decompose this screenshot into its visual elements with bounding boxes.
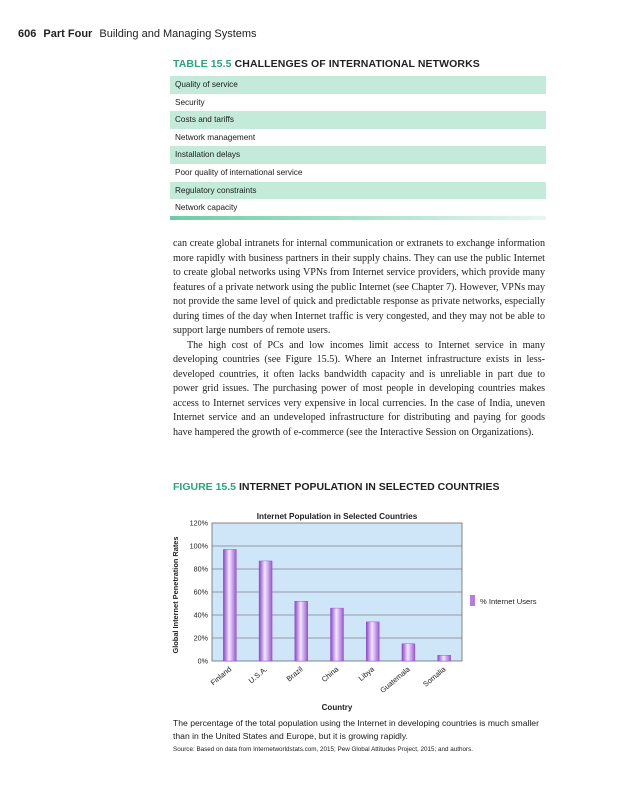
y-tick-label: 40%	[193, 610, 208, 620]
x-tick-label: Finland	[208, 664, 234, 688]
bar	[402, 644, 415, 661]
bar	[366, 622, 379, 661]
table-title-text: CHALLENGES OF INTERNATIONAL NETWORKS	[234, 58, 480, 70]
table-bottom-rule	[170, 216, 546, 220]
table-row: Network management	[175, 132, 256, 142]
y-tick-label: 0%	[197, 656, 208, 666]
figure-title	[173, 481, 500, 493]
legend-label: % Internet Users	[480, 597, 537, 606]
legend-swatch	[470, 595, 475, 606]
x-tick-label: Libya	[356, 664, 376, 683]
table-row: Installation delays	[170, 146, 546, 164]
x-tick-label: Guatemala	[378, 664, 412, 695]
figure-source: Source: Based on data from Internetworldstats.com, 2015; Pew Global Attitudes Project, 2015; and authors.	[173, 746, 473, 753]
chart-title: Internet Population in Selected Countries	[256, 512, 418, 521]
y-tick-label: 120%	[189, 518, 208, 528]
y-tick-label: 20%	[193, 633, 208, 643]
y-axis-label: Global Internet Penetration Rates	[171, 536, 180, 654]
table-title	[173, 58, 480, 70]
internet-population-chart	[168, 503, 558, 715]
bar	[331, 608, 344, 661]
bar	[223, 549, 236, 661]
body-paragraph-1: can create global intranets for internal communication or extranets to exchange information more rapidly with business partners in their supply chains. They can use the public Internet to create global networks using VPNs from Internet service providers, which provide many features of a private network using the public Internet (see Chapter 7). However, VPNs may not provide the same level of quick and predictable response as private networks, especially during times of the day when Internet traffic is very congested, and they may not be able to support large numbers of remote users.	[173, 238, 545, 336]
table-row: Network capacity	[175, 203, 238, 213]
y-tick-label: 80%	[193, 564, 208, 574]
page-number: 606	[18, 28, 37, 40]
figure-label: FIGURE 15.5	[173, 481, 237, 493]
x-tick-label: Somalia	[421, 664, 448, 689]
bar	[295, 601, 308, 661]
challenges-table	[170, 76, 546, 217]
y-tick-label: 100%	[189, 541, 208, 551]
body-paragraph-2: The high cost of PCs and low incomes limit access to Internet service in many developing countries (see Figure 15.5). Where an Internet infrastructure exists in less-developed countries, it often lacks bandwidth capacity and is unreliable in part due to power grid issues. The purchasing power of most people in developing countries makes access to Internet services very expensive in local currencies. In the case of India, uneven Internet service and an undeveloped infrastructure for distributing and paying for goods have hampered the growth of e-commerce (see the Interactive Session on Organizations).	[173, 339, 545, 438]
figure-caption: The percentage of the total population using the Internet in developing countries is much smaller than in the United States and Europe, but it is growing rapidly.	[173, 718, 539, 741]
y-tick-label: 60%	[193, 587, 208, 597]
part-label: Part Four	[43, 28, 93, 40]
x-tick-label: U.S.A.	[246, 664, 269, 686]
x-axis-label: Country	[321, 703, 353, 712]
table-row: Quality of service	[170, 76, 546, 94]
running-head	[18, 28, 257, 40]
table-label: TABLE 15.5	[173, 58, 232, 70]
body-text	[173, 237, 545, 440]
figure-title-text: INTERNET POPULATION IN SELECTED COUNTRIES	[238, 481, 500, 493]
table-row: Costs and tariffs	[170, 111, 546, 129]
table-row: Regulatory constraints	[170, 182, 546, 200]
section-label: Building and Managing Systems	[99, 28, 257, 40]
bar	[438, 655, 451, 661]
x-tick-label: Brazil	[284, 664, 305, 684]
x-tick-label: China	[319, 664, 341, 684]
bar	[259, 561, 272, 661]
table-row: Security	[175, 97, 205, 107]
table-row: Poor quality of international service	[175, 167, 303, 177]
